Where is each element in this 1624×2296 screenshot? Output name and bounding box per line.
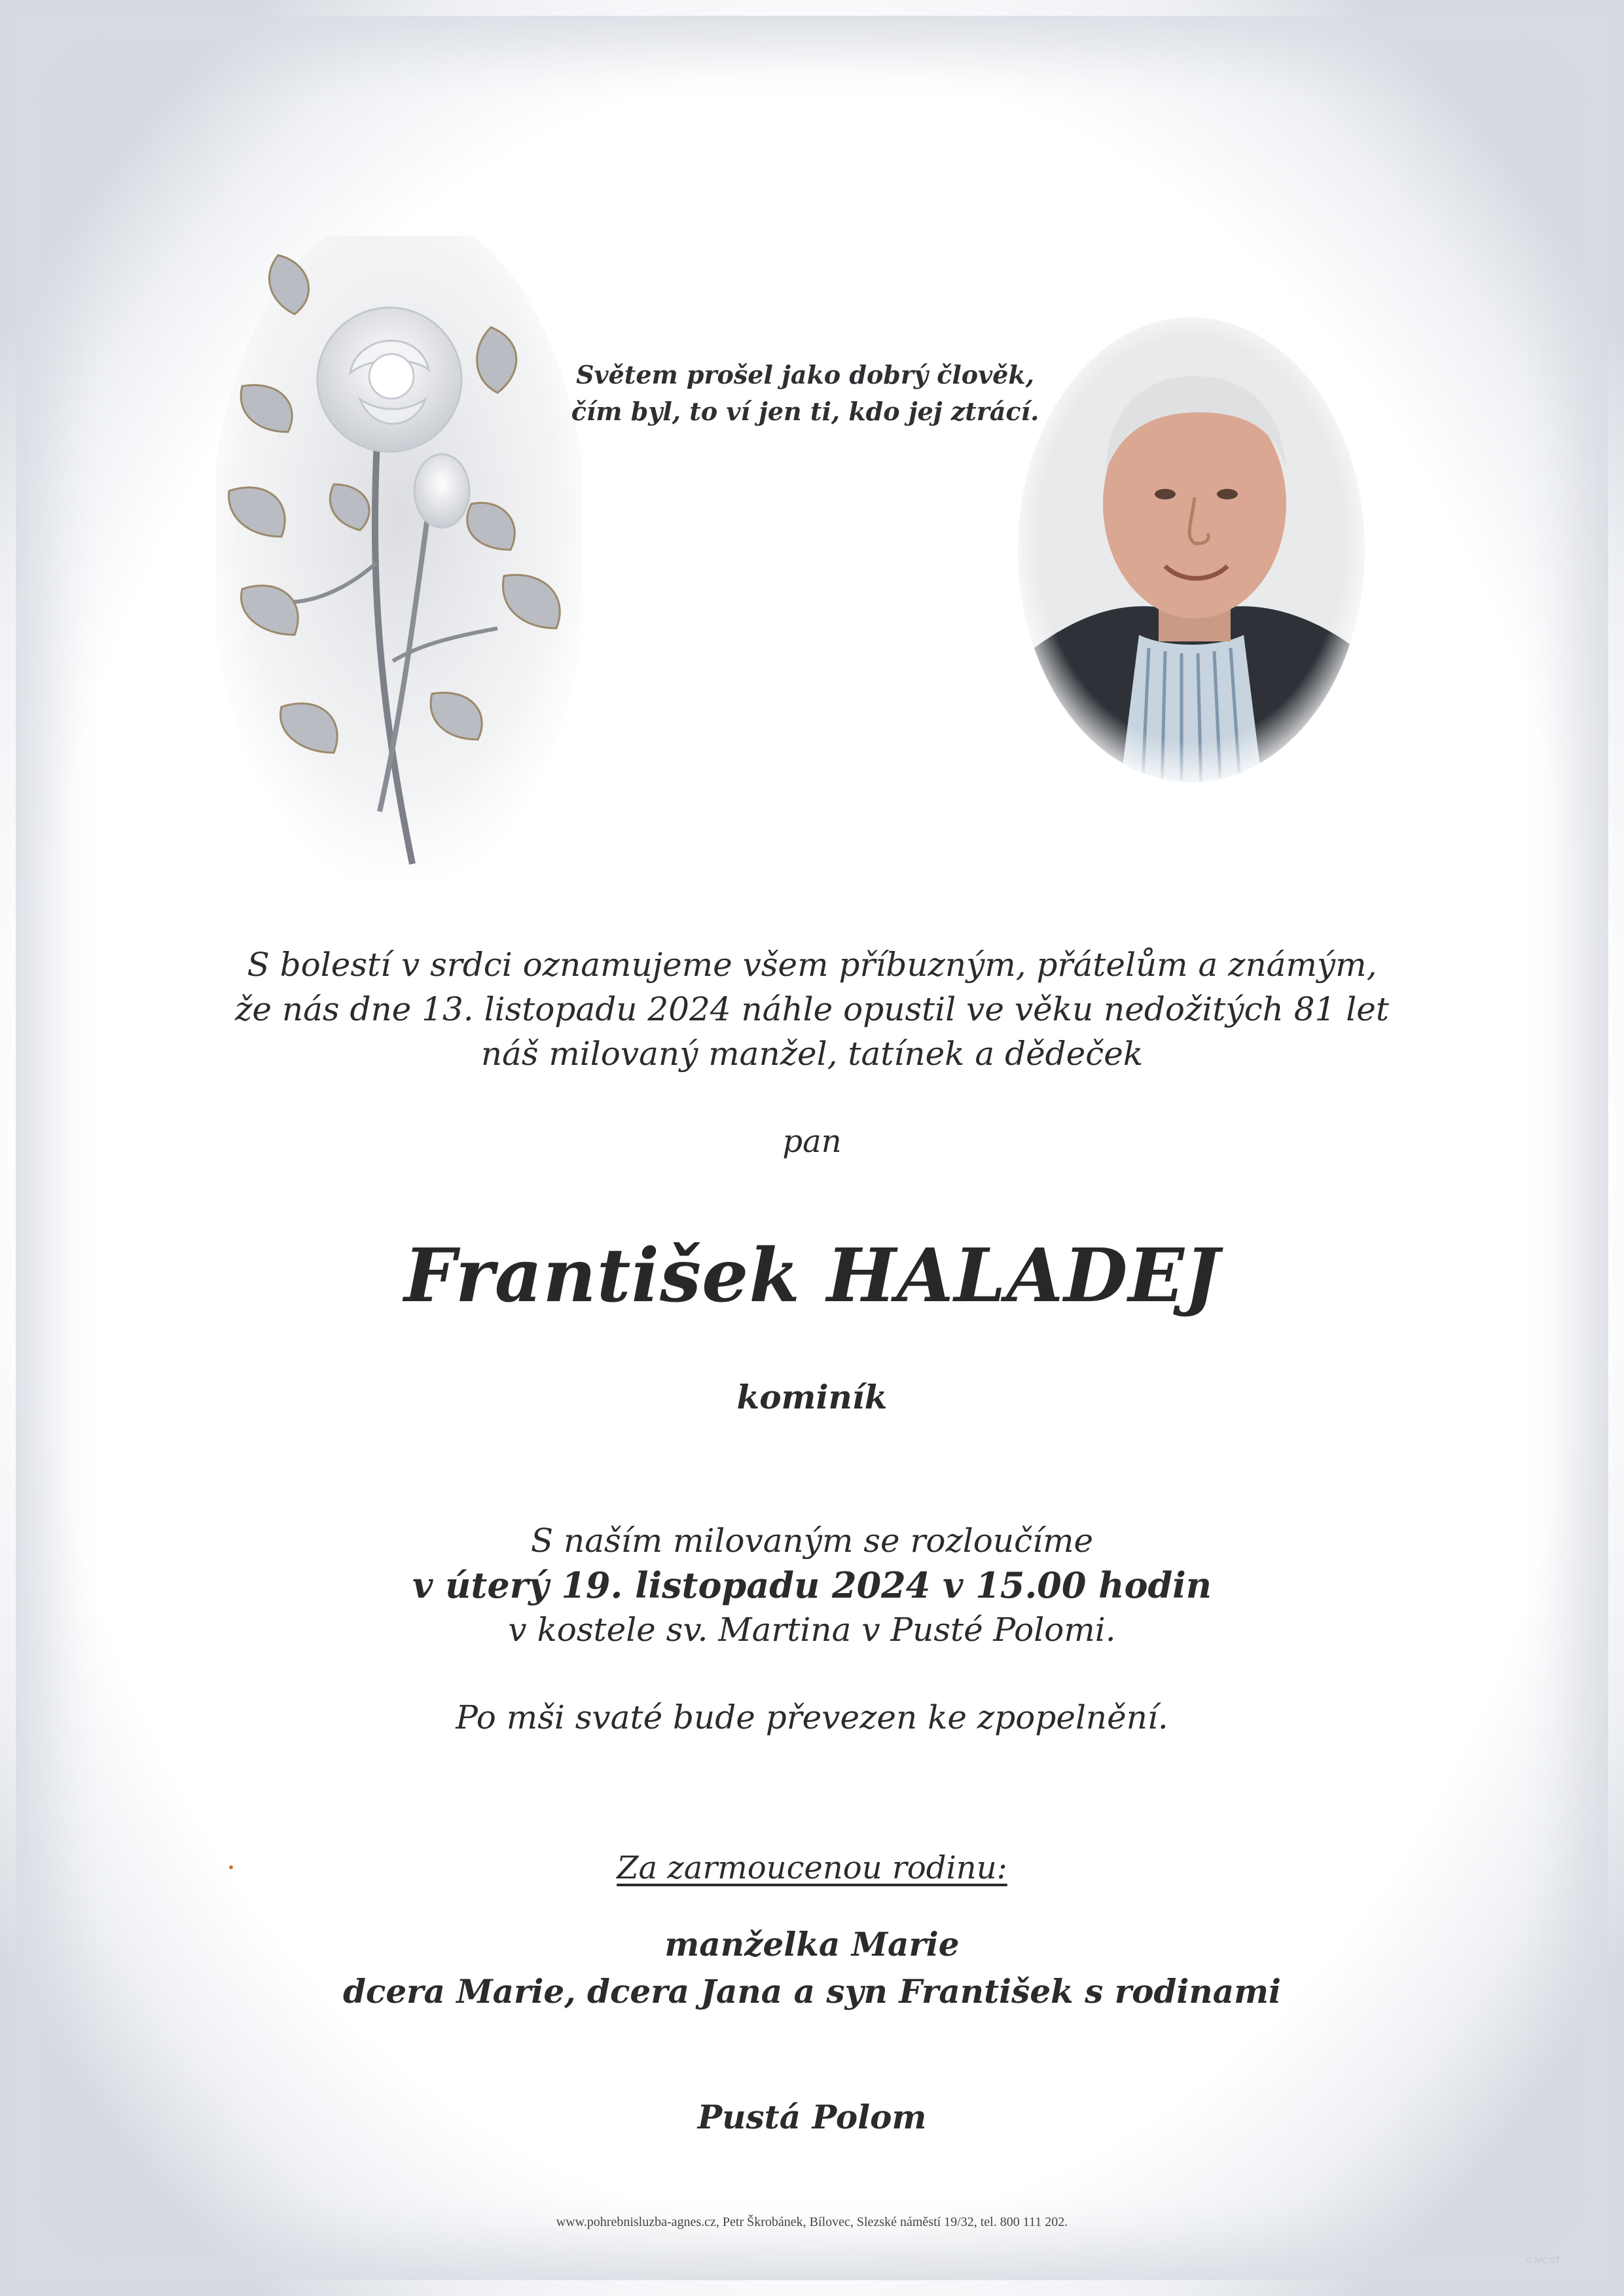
place: Pustá Polom	[697, 2098, 927, 2136]
rose-illustration	[216, 236, 583, 884]
family-line-1: manželka Marie	[664, 1925, 960, 1964]
motto-line-1: Světem prošel jako dobrý člověk,	[576, 360, 1034, 389]
farewell-date-time: v úterý 19. listopadu 2024 v 15.00 hodin	[412, 1564, 1212, 1606]
announcement-text	[0, 942, 1624, 1076]
deceased-name: František HALADEJ	[404, 1233, 1220, 1319]
footer-contact: www.pohrebnisluzba-agnes.cz, Petr Škrobánek, Bílovec, Slezské náměstí 19/32, tel. 800 111 202.	[556, 2215, 1068, 2229]
salutation: pan	[782, 1123, 842, 1160]
intro-line-1: S bolestí v srdci oznamujeme všem příbuzným, přátelům a známým,	[247, 946, 1377, 984]
family-line-2: dcera Marie, dcera Jana a syn František s rodinami	[342, 1972, 1282, 2011]
family-members	[0, 1921, 1624, 2015]
motto-line-2: čím byl, to ví jen ti, kdo jej ztrácí.	[571, 397, 1039, 426]
family-heading: Za zarmoucenou rodinu:	[617, 1850, 1007, 1886]
intro-line-3: náš milovaný manžel, tatínek a dědeček	[480, 1035, 1144, 1073]
intro-line-2: že nás dne 13. listopadu 2024 náhle opustil ve věku nedožitých 81 let	[235, 990, 1389, 1028]
farewell-details	[0, 1518, 1624, 1652]
watermark: © MCST	[1525, 2255, 1561, 2265]
cremation-note: Po mši svaté bude převezen ke zpopelnění.	[456, 1698, 1168, 1736]
farewell-location: v kostele sv. Martina v Pusté Polomi.	[508, 1611, 1116, 1649]
farewell-line-1: S naším milovaným se rozloučíme	[530, 1522, 1094, 1560]
portrait-photo	[1008, 308, 1375, 792]
occupation: kominík	[736, 1378, 888, 1416]
